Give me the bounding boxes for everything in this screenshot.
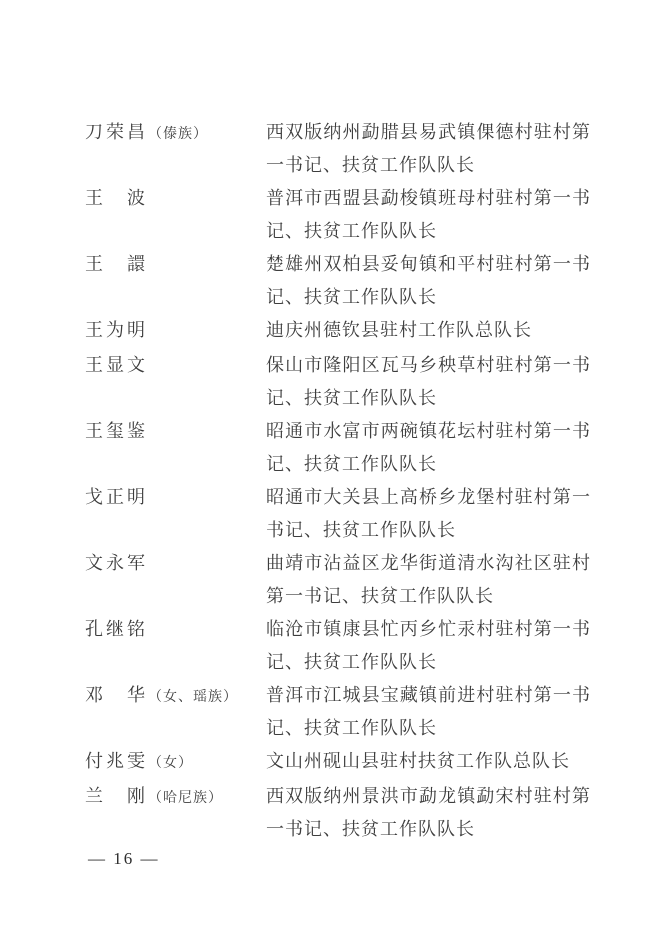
person-position: 楚雄州双柏县妥甸镇和平村驻村第一书记、扶贫工作队队长 [266, 254, 591, 307]
person-position: 迪庆州德钦县驻村工作队总队长 [266, 320, 532, 340]
person-position: 西双版纳州景洪市勐龙镇勐宋村驻村第一书记、扶贫工作队队长 [266, 786, 591, 839]
roster-entry [85, 780, 591, 846]
person-name: 文永军 [85, 553, 148, 573]
person-position: 普洱市江城县宝藏镇前进村驻村第一书记、扶贫工作队队长 [266, 685, 591, 738]
person-position: 昭通市水富市两碗镇花坛村驻村第一书记、扶贫工作队队长 [266, 421, 591, 474]
person-name-cell [85, 349, 266, 384]
roster-entry [85, 116, 591, 182]
person-name-cell [85, 679, 266, 714]
person-name-cell [85, 745, 266, 780]
roster-entry [85, 679, 591, 745]
person-position: 普洱市西盟县勐梭镇班母村驻村第一书记、扶贫工作队队长 [266, 188, 591, 241]
person-name: 王玺鉴 [85, 421, 148, 441]
person-position: 昭通市大关县上高桥乡龙堡村驻村第一书记、扶贫工作队队长 [266, 487, 591, 540]
person-annotation: （女、瑶族） [148, 690, 238, 705]
person-annotation: （傣族） [148, 127, 208, 142]
person-name-cell [85, 547, 266, 582]
person-name-cell [85, 182, 266, 217]
person-name: 王 波 [85, 188, 148, 208]
roster-entry [85, 547, 591, 613]
person-name-cell [85, 780, 266, 815]
person-name-cell [85, 248, 266, 283]
person-name: 王显文 [85, 355, 148, 375]
person-name: 付兆雯 [85, 751, 148, 771]
person-name-cell [85, 415, 266, 450]
person-position: 保山市隆阳区瓦马乡秧草村驻村第一书记、扶贫工作队队长 [266, 355, 591, 408]
roster-entry [85, 349, 591, 415]
person-name: 兰 刚 [85, 786, 148, 806]
person-name-cell [85, 481, 266, 516]
person-name: 刀荣昌 [85, 122, 148, 142]
roster-entry [85, 182, 591, 248]
roster-entry [85, 745, 591, 780]
person-name: 孔继铭 [85, 619, 148, 639]
person-name: 邓 华 [85, 685, 148, 705]
person-name-cell [85, 116, 266, 151]
person-name-cell [85, 613, 266, 648]
person-name-cell [85, 314, 266, 349]
person-position: 临沧市镇康县忙丙乡忙汞村驻村第一书记、扶贫工作队队长 [266, 619, 591, 672]
roster-entry [85, 314, 591, 349]
roster-entry [85, 481, 591, 547]
person-annotation: （女） [148, 756, 193, 771]
roster-list [85, 116, 591, 846]
person-position: 西双版纳州勐腊县易武镇倮德村驻村第一书记、扶贫工作队队长 [266, 122, 591, 175]
roster-entry [85, 248, 591, 314]
person-name: 王为明 [85, 320, 148, 340]
roster-entry [85, 613, 591, 679]
person-name: 戈正明 [85, 487, 148, 507]
roster-entry [85, 415, 591, 481]
person-name: 王 譞 [85, 254, 148, 274]
page-number: — 16 — [88, 849, 160, 868]
person-position: 文山州砚山县驻村扶贫工作队总队长 [266, 751, 570, 771]
person-annotation: （哈尼族） [148, 791, 223, 806]
person-position: 曲靖市沾益区龙华街道清水沟社区驻村第一书记、扶贫工作队队长 [266, 553, 591, 606]
